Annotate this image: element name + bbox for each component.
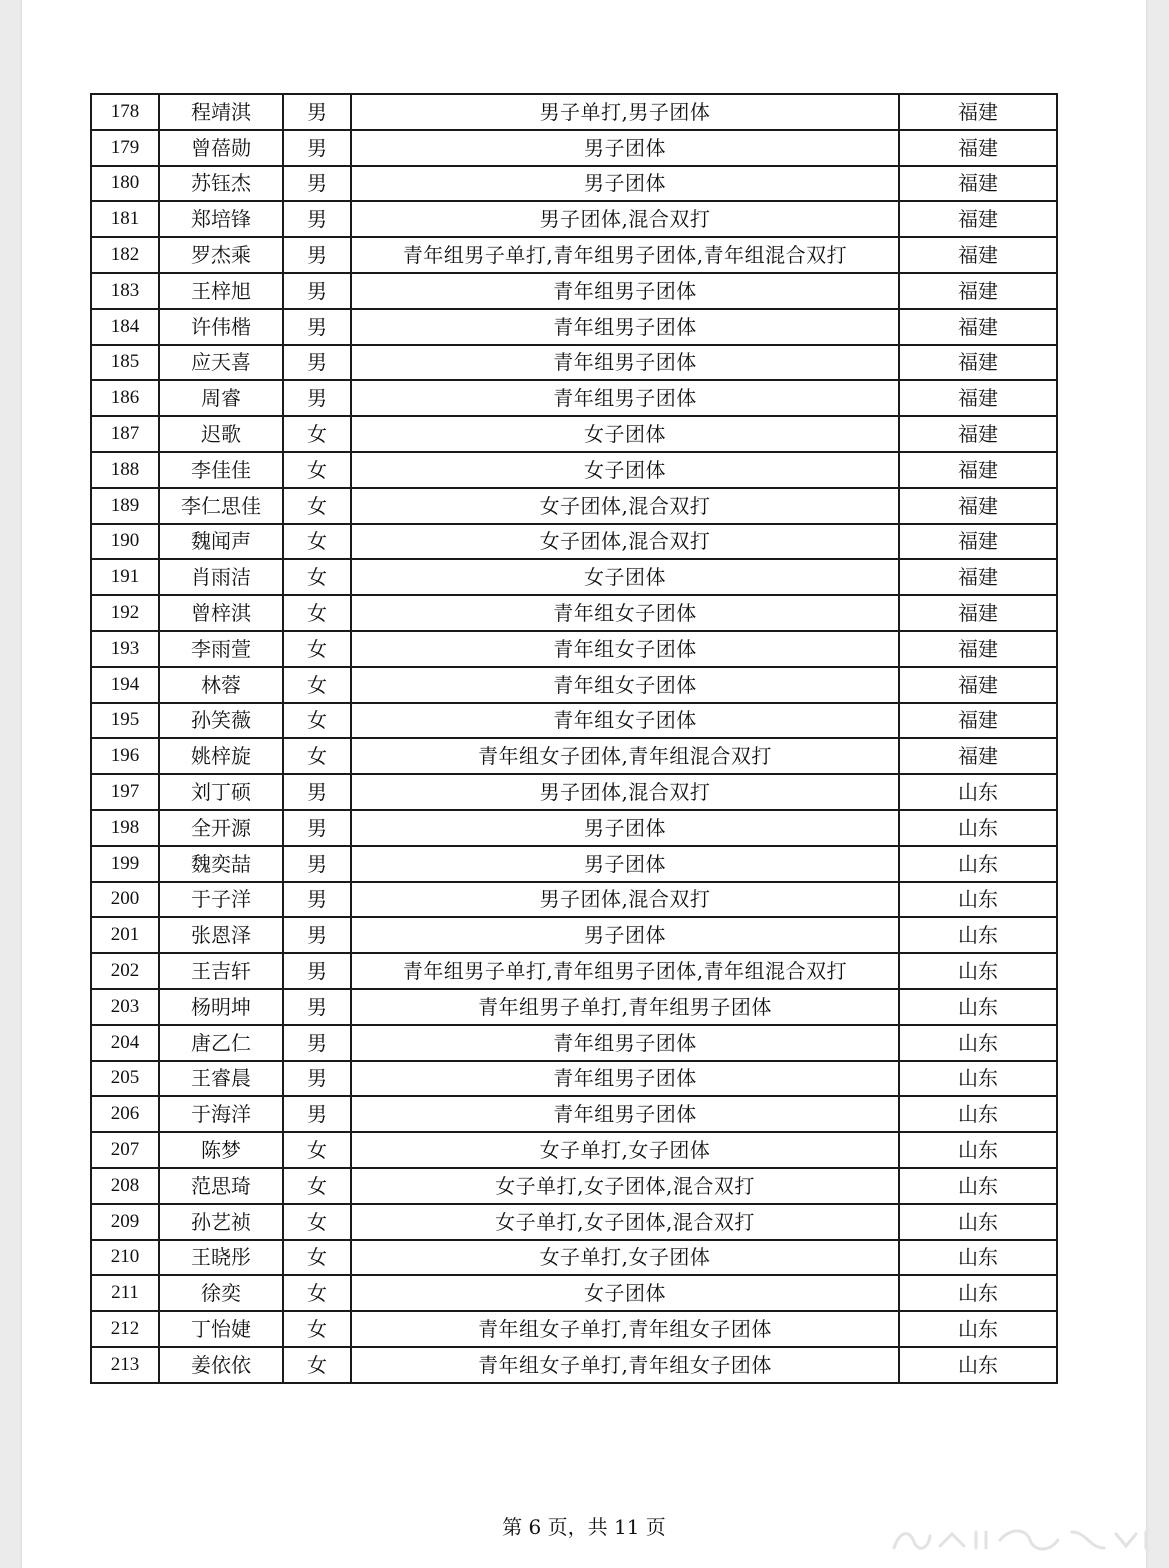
athlete-events: 女子团体,混合双打 <box>351 524 899 560</box>
athlete-province: 山东 <box>899 953 1057 989</box>
athlete-events: 青年组女子团体,青年组混合双打 <box>351 738 899 774</box>
athlete-province: 福建 <box>899 309 1057 345</box>
row-number: 211 <box>91 1275 159 1311</box>
row-number: 204 <box>91 1025 159 1061</box>
row-number: 210 <box>91 1240 159 1276</box>
athlete-gender: 男 <box>283 345 351 381</box>
row-number: 186 <box>91 380 159 416</box>
athlete-province: 山东 <box>899 1168 1057 1204</box>
athlete-province: 福建 <box>899 595 1057 631</box>
athlete-name: 孙笑薇 <box>159 703 283 739</box>
athlete-gender: 男 <box>283 774 351 810</box>
athlete-name: 全开源 <box>159 810 283 846</box>
table-row <box>91 882 1057 918</box>
athlete-name: 刘丁硕 <box>159 774 283 810</box>
table-row <box>91 1311 1057 1347</box>
row-number: 194 <box>91 667 159 703</box>
athlete-name: 李佳佳 <box>159 452 283 488</box>
row-number: 191 <box>91 559 159 595</box>
row-number: 190 <box>91 524 159 560</box>
athlete-name: 陈梦 <box>159 1132 283 1168</box>
athlete-events: 男子团体 <box>351 166 899 202</box>
athlete-events: 女子单打,女子团体 <box>351 1240 899 1276</box>
athlete-events: 青年组男子团体 <box>351 1061 899 1097</box>
athlete-gender: 女 <box>283 1240 351 1276</box>
athlete-gender: 女 <box>283 1168 351 1204</box>
athlete-province: 福建 <box>899 631 1057 667</box>
athlete-events: 青年组男子团体 <box>351 309 899 345</box>
table-row <box>91 380 1057 416</box>
table-row <box>91 631 1057 667</box>
table-row <box>91 416 1057 452</box>
athlete-name: 范思琦 <box>159 1168 283 1204</box>
row-number: 212 <box>91 1311 159 1347</box>
athlete-name: 孙艺祯 <box>159 1204 283 1240</box>
table-row <box>91 1240 1057 1276</box>
athlete-events: 女子单打,女子团体,混合双打 <box>351 1204 899 1240</box>
table-row <box>91 703 1057 739</box>
athlete-name: 姚梓旋 <box>159 738 283 774</box>
athlete-province: 福建 <box>899 488 1057 524</box>
table-row <box>91 917 1057 953</box>
table-row <box>91 273 1057 309</box>
table-row <box>91 1275 1057 1311</box>
athlete-events: 青年组女子团体 <box>351 631 899 667</box>
athlete-gender: 男 <box>283 166 351 202</box>
table-row <box>91 1204 1057 1240</box>
athlete-province: 山东 <box>899 1275 1057 1311</box>
athlete-province: 山东 <box>899 1132 1057 1168</box>
athlete-province: 福建 <box>899 130 1057 166</box>
athlete-events: 女子单打,女子团体 <box>351 1132 899 1168</box>
athlete-events: 女子单打,女子团体,混合双打 <box>351 1168 899 1204</box>
table-row <box>91 738 1057 774</box>
athlete-gender: 女 <box>283 703 351 739</box>
athlete-province: 山东 <box>899 846 1057 882</box>
table-row <box>91 309 1057 345</box>
athlete-gender: 男 <box>283 1096 351 1132</box>
row-number: 183 <box>91 273 159 309</box>
athlete-name: 李雨萱 <box>159 631 283 667</box>
athlete-name: 张恩泽 <box>159 917 283 953</box>
row-number: 201 <box>91 917 159 953</box>
athlete-gender: 男 <box>283 201 351 237</box>
athlete-gender: 男 <box>283 237 351 273</box>
athlete-province: 山东 <box>899 1061 1057 1097</box>
row-number: 197 <box>91 774 159 810</box>
table-row <box>91 810 1057 846</box>
athlete-province: 山东 <box>899 810 1057 846</box>
athlete-name: 曾梓淇 <box>159 595 283 631</box>
athlete-events: 女子团体,混合双打 <box>351 488 899 524</box>
athlete-name: 曾蓓勋 <box>159 130 283 166</box>
athlete-events: 青年组男子团体 <box>351 273 899 309</box>
table-row <box>91 1132 1057 1168</box>
table-row <box>91 595 1057 631</box>
athlete-name: 唐乙仁 <box>159 1025 283 1061</box>
row-number: 200 <box>91 882 159 918</box>
athlete-events: 男子团体,混合双打 <box>351 774 899 810</box>
table-row <box>91 237 1057 273</box>
athlete-gender: 女 <box>283 1204 351 1240</box>
row-number: 205 <box>91 1061 159 1097</box>
athlete-gender: 男 <box>283 1061 351 1097</box>
athlete-name: 罗杰乘 <box>159 237 283 273</box>
athlete-name: 程靖淇 <box>159 94 283 130</box>
athlete-events: 青年组女子单打,青年组女子团体 <box>351 1347 899 1383</box>
athlete-events: 青年组男子团体 <box>351 1025 899 1061</box>
athlete-gender: 男 <box>283 882 351 918</box>
table-row <box>91 130 1057 166</box>
row-number: 184 <box>91 309 159 345</box>
row-number: 181 <box>91 201 159 237</box>
athlete-name: 迟歌 <box>159 416 283 452</box>
row-number: 182 <box>91 237 159 273</box>
athlete-province: 山东 <box>899 1204 1057 1240</box>
athlete-province: 山东 <box>899 989 1057 1025</box>
athlete-province: 山东 <box>899 774 1057 810</box>
row-number: 187 <box>91 416 159 452</box>
roster-body <box>91 94 1057 1383</box>
row-number: 199 <box>91 846 159 882</box>
table-row <box>91 94 1057 130</box>
table-row <box>91 846 1057 882</box>
athlete-province: 福建 <box>899 416 1057 452</box>
row-number: 202 <box>91 953 159 989</box>
athlete-province: 山东 <box>899 1311 1057 1347</box>
athlete-events: 青年组男子单打,青年组男子团体,青年组混合双打 <box>351 237 899 273</box>
athlete-gender: 女 <box>283 595 351 631</box>
row-number: 198 <box>91 810 159 846</box>
table-row <box>91 667 1057 703</box>
row-number: 196 <box>91 738 159 774</box>
row-number: 189 <box>91 488 159 524</box>
athlete-events: 男子单打,男子团体 <box>351 94 899 130</box>
athlete-gender: 男 <box>283 94 351 130</box>
athlete-events: 青年组男子单打,青年组男子团体 <box>351 989 899 1025</box>
table-row <box>91 1168 1057 1204</box>
athlete-name: 王睿晨 <box>159 1061 283 1097</box>
athlete-province: 山东 <box>899 917 1057 953</box>
athlete-events: 男子团体 <box>351 810 899 846</box>
athlete-events: 青年组男子单打,青年组男子团体,青年组混合双打 <box>351 953 899 989</box>
watermark-logo <box>890 1526 1160 1554</box>
athlete-name: 周睿 <box>159 380 283 416</box>
table-row <box>91 345 1057 381</box>
table-row <box>91 524 1057 560</box>
athlete-province: 福建 <box>899 703 1057 739</box>
athlete-name: 林蓉 <box>159 667 283 703</box>
athlete-province: 山东 <box>899 1025 1057 1061</box>
athlete-name: 应天喜 <box>159 345 283 381</box>
athlete-gender: 男 <box>283 1025 351 1061</box>
athlete-gender: 女 <box>283 738 351 774</box>
table-row <box>91 953 1057 989</box>
document-page <box>22 0 1146 1568</box>
table-row <box>91 201 1057 237</box>
row-number: 195 <box>91 703 159 739</box>
athlete-gender: 女 <box>283 631 351 667</box>
athlete-name: 李仁思佳 <box>159 488 283 524</box>
athlete-gender: 男 <box>283 309 351 345</box>
table-row <box>91 166 1057 202</box>
athlete-province: 福建 <box>899 273 1057 309</box>
athlete-name: 杨明坤 <box>159 989 283 1025</box>
athlete-gender: 男 <box>283 989 351 1025</box>
athlete-events: 女子团体 <box>351 452 899 488</box>
athlete-gender: 女 <box>283 416 351 452</box>
athlete-province: 福建 <box>899 667 1057 703</box>
athlete-gender: 女 <box>283 488 351 524</box>
row-number: 180 <box>91 166 159 202</box>
athlete-gender: 女 <box>283 1347 351 1383</box>
athlete-gender: 女 <box>283 524 351 560</box>
athlete-name: 姜依依 <box>159 1347 283 1383</box>
athlete-name: 王梓旭 <box>159 273 283 309</box>
athlete-province: 福建 <box>899 345 1057 381</box>
athlete-events: 青年组男子团体 <box>351 380 899 416</box>
athlete-events: 男子团体 <box>351 846 899 882</box>
athlete-gender: 男 <box>283 953 351 989</box>
athlete-province: 福建 <box>899 524 1057 560</box>
athlete-province: 福建 <box>899 237 1057 273</box>
table-row <box>91 1061 1057 1097</box>
row-number: 209 <box>91 1204 159 1240</box>
athlete-events: 女子团体 <box>351 416 899 452</box>
row-number: 185 <box>91 345 159 381</box>
athlete-gender: 女 <box>283 452 351 488</box>
athlete-name: 王吉轩 <box>159 953 283 989</box>
row-number: 192 <box>91 595 159 631</box>
athlete-events: 男子团体 <box>351 917 899 953</box>
athlete-gender: 女 <box>283 1311 351 1347</box>
table-row <box>91 452 1057 488</box>
athlete-events: 青年组女子团体 <box>351 595 899 631</box>
athlete-province: 福建 <box>899 94 1057 130</box>
athlete-events: 青年组男子团体 <box>351 1096 899 1132</box>
athlete-province: 福建 <box>899 166 1057 202</box>
row-number: 179 <box>91 130 159 166</box>
athlete-province: 山东 <box>899 882 1057 918</box>
athlete-events: 青年组女子团体 <box>351 703 899 739</box>
page-number-footer: 第 6 页，共 11 页 <box>502 1515 666 1539</box>
table-row <box>91 488 1057 524</box>
athlete-events: 女子团体 <box>351 1275 899 1311</box>
athlete-gender: 男 <box>283 380 351 416</box>
athlete-province: 福建 <box>899 559 1057 595</box>
athlete-province: 福建 <box>899 380 1057 416</box>
athlete-province: 山东 <box>899 1240 1057 1276</box>
athlete-gender: 女 <box>283 1275 351 1311</box>
athlete-gender: 女 <box>283 667 351 703</box>
athlete-name: 于子洋 <box>159 882 283 918</box>
athlete-gender: 男 <box>283 273 351 309</box>
athlete-name: 魏闻声 <box>159 524 283 560</box>
athlete-gender: 男 <box>283 846 351 882</box>
athlete-events: 男子团体 <box>351 130 899 166</box>
athlete-name: 丁怡婕 <box>159 1311 283 1347</box>
athlete-events: 青年组男子团体 <box>351 345 899 381</box>
athlete-events: 青年组女子团体 <box>351 667 899 703</box>
athlete-roster-table <box>90 93 1058 1384</box>
athlete-name: 于海洋 <box>159 1096 283 1132</box>
athlete-gender: 男 <box>283 810 351 846</box>
athlete-gender: 女 <box>283 1132 351 1168</box>
athlete-gender: 女 <box>283 559 351 595</box>
athlete-gender: 男 <box>283 917 351 953</box>
row-number: 206 <box>91 1096 159 1132</box>
row-number: 213 <box>91 1347 159 1383</box>
table-row <box>91 1096 1057 1132</box>
athlete-name: 肖雨洁 <box>159 559 283 595</box>
row-number: 178 <box>91 94 159 130</box>
athlete-name: 魏奕喆 <box>159 846 283 882</box>
row-number: 188 <box>91 452 159 488</box>
table-row <box>91 1025 1057 1061</box>
athlete-province: 福建 <box>899 452 1057 488</box>
table-row <box>91 989 1057 1025</box>
table-row <box>91 1347 1057 1383</box>
athlete-province: 山东 <box>899 1347 1057 1383</box>
athlete-events: 男子团体,混合双打 <box>351 201 899 237</box>
athlete-events: 女子团体 <box>351 559 899 595</box>
table-row <box>91 559 1057 595</box>
table-row <box>91 774 1057 810</box>
athlete-name: 许伟楷 <box>159 309 283 345</box>
athlete-name: 郑培锋 <box>159 201 283 237</box>
row-number: 208 <box>91 1168 159 1204</box>
athlete-name: 苏钰杰 <box>159 166 283 202</box>
row-number: 193 <box>91 631 159 667</box>
athlete-gender: 男 <box>283 130 351 166</box>
athlete-province: 山东 <box>899 1096 1057 1132</box>
athlete-province: 福建 <box>899 201 1057 237</box>
athlete-events: 男子团体,混合双打 <box>351 882 899 918</box>
athlete-name: 王晓彤 <box>159 1240 283 1276</box>
athlete-name: 徐奕 <box>159 1275 283 1311</box>
athlete-events: 青年组女子单打,青年组女子团体 <box>351 1311 899 1347</box>
row-number: 203 <box>91 989 159 1025</box>
athlete-province: 福建 <box>899 738 1057 774</box>
row-number: 207 <box>91 1132 159 1168</box>
